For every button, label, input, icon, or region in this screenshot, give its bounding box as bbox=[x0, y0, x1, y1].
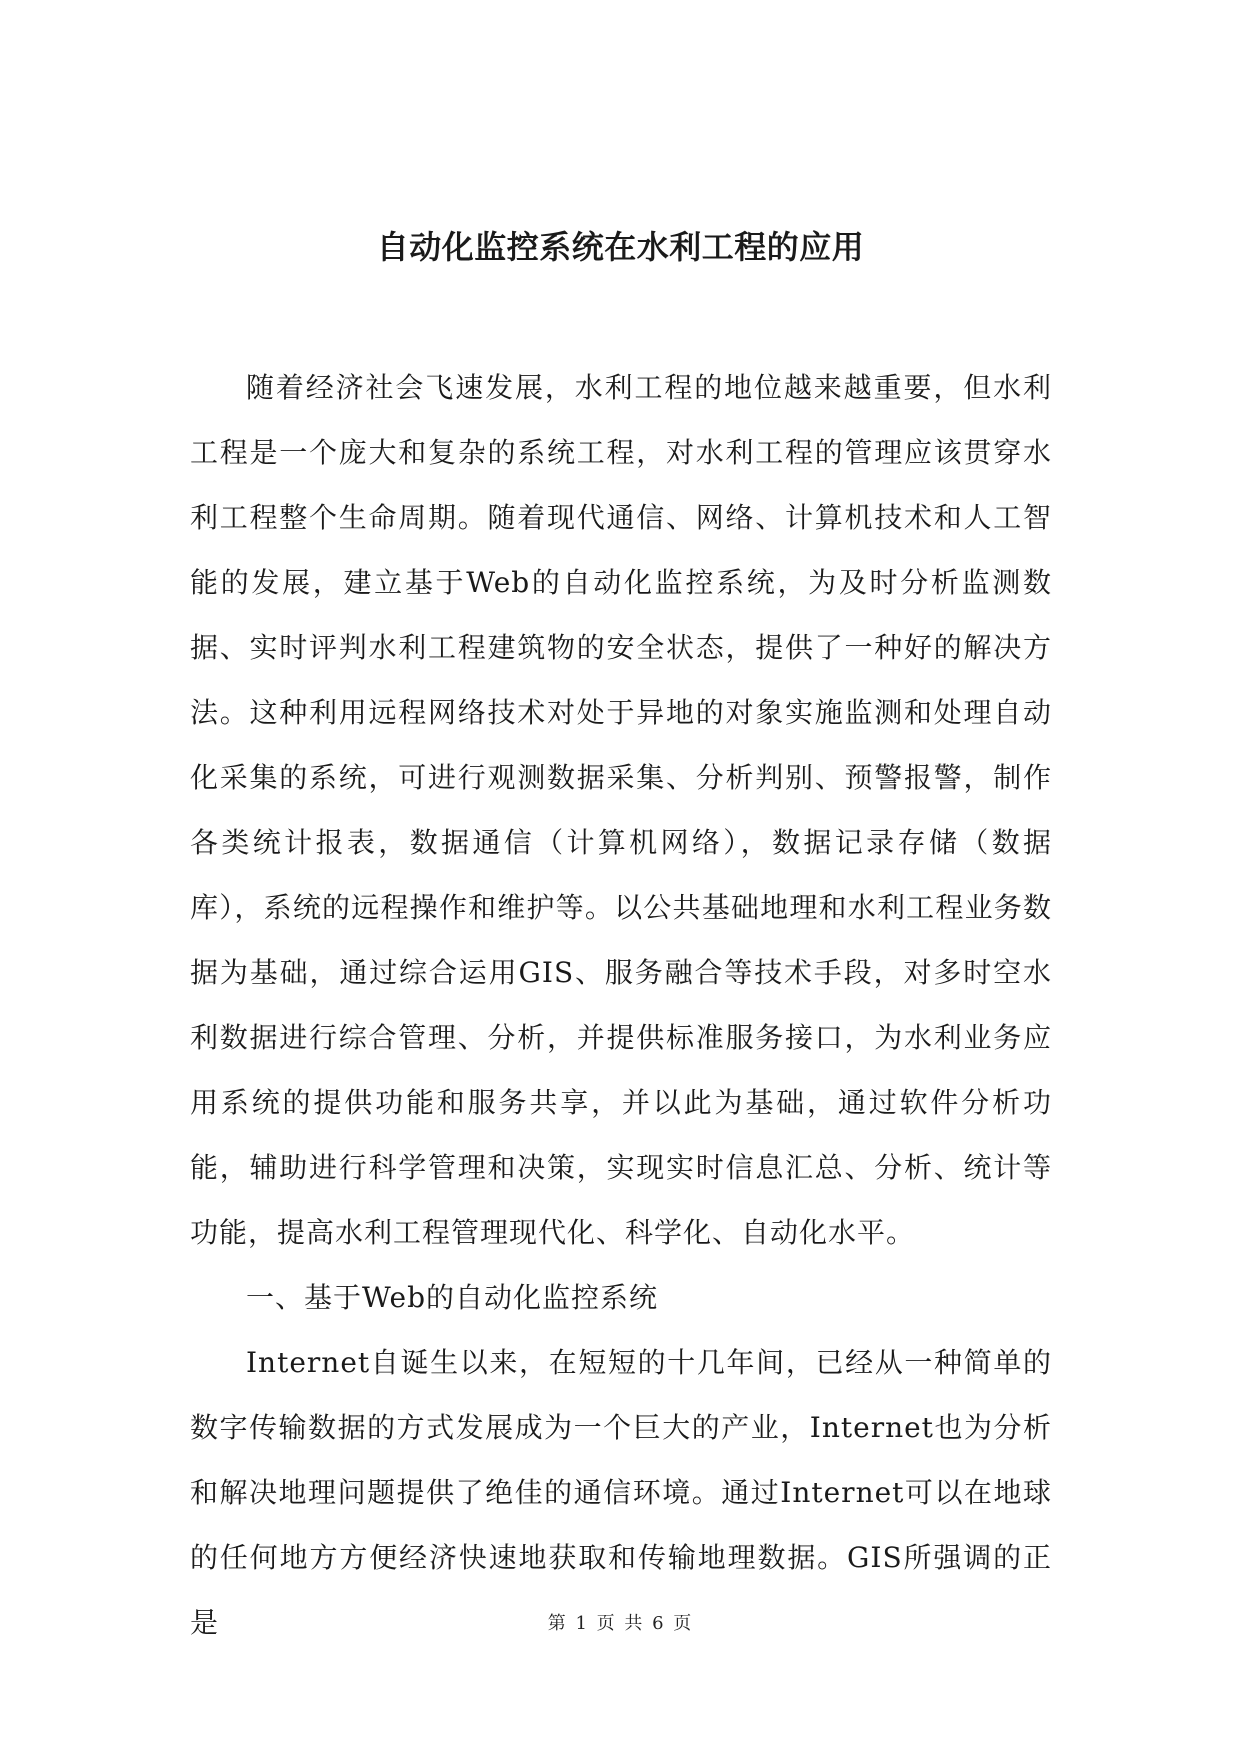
section-heading-web-monitoring: 一、基于Web的自动化监控系统 bbox=[246, 1281, 658, 1314]
page-number-footer: 第 1 页 共 6 页 bbox=[547, 1613, 694, 1634]
document-body bbox=[190, 355, 1052, 1655]
paragraph-intro: 随着经济社会飞速发展，水利工程的地位越来越重要，但水利工程是一个庞大和复杂的系统工程，对水利工程的管理应该贯穿水利工程整个生命周期。随着现代通信、网络、计算机技术和人工智能的发展，建立基于Web的自动化监控系统，为及时分析监测数据、实时评判水利工程建筑物的安全状态，提供了一种好的解决方法。这种利用远程网络技术对处于异地的对象实施监测和处理自动化采集的系统，可进行观测数据采集、分析判别、预警报警，制作各类统计报表，数据通信（计算机网络），数据记录存储（数据库），系统的远程操作和维护等。以公共基础地理和水利工程业务数据为基础，通过综合运用GIS、服务融合等技术手段，对多时空水利数据进行综合管理、分析，并提供标准服务接口，为水利业务应用系统的提供功能和服务共享，并以此为基础，通过软件分析功能，辅助进行科学管理和决策，实现实时信息汇总、分析、统计等功能，提高水利工程管理现代化、科学化、自动化水平。 bbox=[190, 371, 1052, 1249]
paragraph-internet: Internet自诞生以来，在短短的十几年间，已经从一种简单的数字传输数据的方式发展成为一个巨大的产业，Internet也为分析和解决地理问题提供了绝佳的通信环境。通过Internet可以在地球的任何地方方便经济快速地获取和传输地理数据。GIS所强调的正是 bbox=[190, 1346, 1052, 1639]
document-title: 自动化监控系统在水利工程的应用 bbox=[376, 228, 865, 266]
